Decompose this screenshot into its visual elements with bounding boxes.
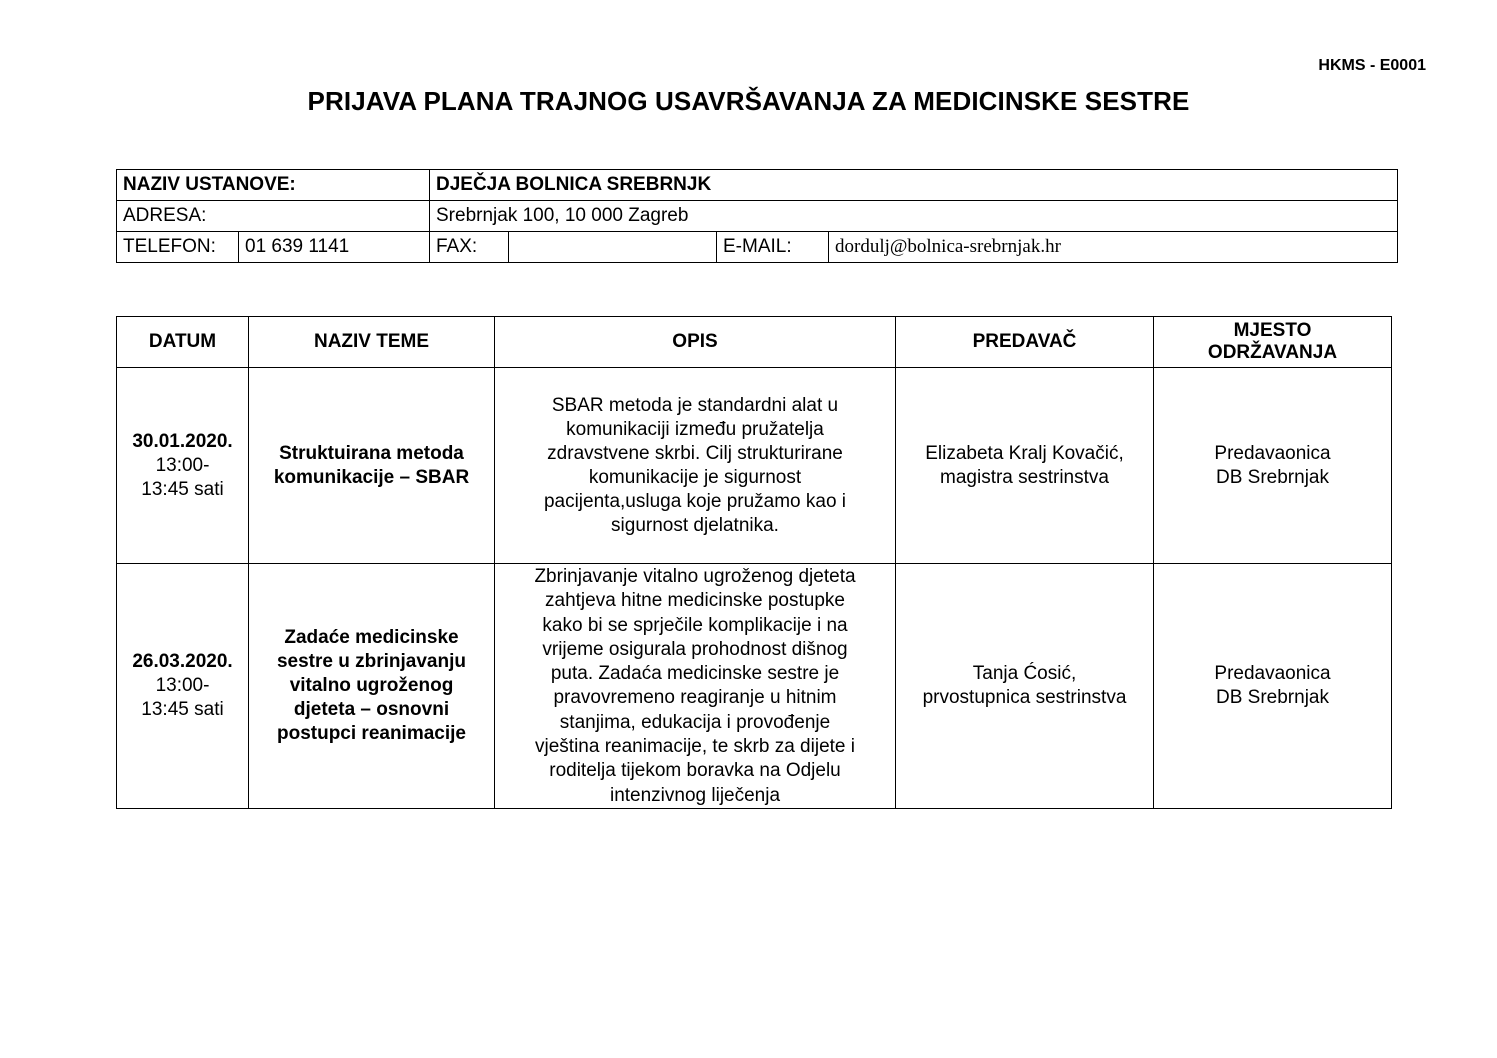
description-line: stanjima, edukacija i provođenje bbox=[559, 711, 831, 733]
fax-value bbox=[509, 232, 717, 263]
address-value: Srebrnjak 100, 10 000 Zagreb bbox=[430, 201, 1398, 232]
institution-info-table bbox=[116, 169, 1398, 263]
institution-name-row bbox=[117, 170, 1398, 201]
topic-line: sestre u zbrinjavanju bbox=[276, 650, 466, 672]
institution-address-row bbox=[117, 201, 1398, 232]
plan-header-row bbox=[117, 317, 1392, 368]
lecturer-name: Tanja Ćosić, bbox=[972, 662, 1077, 684]
fax-label: FAX: bbox=[430, 232, 509, 263]
institution-name-label: NAZIV USTANOVE: bbox=[117, 170, 430, 201]
lecturer-cell bbox=[896, 564, 1154, 809]
lecturer-title: prvostupnica sestrinstva bbox=[922, 686, 1127, 708]
description-line: intenzivnog liječenja bbox=[609, 784, 781, 806]
email-value: dordulj@bolnica-srebrnjak.hr bbox=[829, 232, 1398, 263]
address-label: ADRESA: bbox=[117, 201, 430, 232]
location-line1: Predavaonica bbox=[1214, 662, 1331, 684]
date-value: 30.01.2020. bbox=[132, 430, 233, 452]
institution-name-value: DJEČJA BOLNICA SREBRNJK bbox=[430, 170, 1398, 201]
description-line: Zbrinjavanje vitalno ugroženog djeteta bbox=[534, 566, 856, 587]
table-row bbox=[117, 368, 1392, 564]
phone-value: 01 639 1141 bbox=[239, 232, 430, 263]
description-line: puta. Zadaća medicinske sestre je bbox=[550, 663, 840, 685]
form-code: HKMS - E0001 bbox=[1318, 57, 1426, 74]
location-line2: DB Srebrnjak bbox=[1216, 686, 1329, 708]
header-date: DATUM bbox=[117, 317, 249, 368]
description-line: pacijenta,usluga koje pružamo kao i bbox=[543, 490, 847, 512]
table-row bbox=[117, 564, 1392, 809]
time-end: 13:45 sati bbox=[141, 478, 224, 500]
header-lecturer: PREDAVAČ bbox=[896, 317, 1154, 368]
document-title: PRIJAVA PLANA TRAJNOG USAVRŠAVANJA ZA MEDICINSKE SESTRE bbox=[307, 86, 1190, 116]
email-label: E-MAIL: bbox=[717, 232, 829, 263]
description-line: vrijeme osigurala prohodnost dišnog bbox=[542, 638, 848, 660]
time-start: 13:00- bbox=[155, 674, 210, 696]
location-line1: Predavaonica bbox=[1214, 442, 1331, 464]
date-cell bbox=[117, 564, 249, 809]
phone-label: TELEFON: bbox=[117, 232, 239, 263]
location-line2: DB Srebrnjak bbox=[1216, 466, 1329, 488]
time-start: 13:00- bbox=[155, 454, 210, 476]
description-line: kako bi se sprječile komplikacije i na bbox=[542, 614, 848, 636]
description-cell bbox=[495, 368, 896, 564]
topic-line: Zadaće medicinske bbox=[284, 626, 459, 648]
lecturer-cell bbox=[896, 368, 1154, 564]
description-cell bbox=[495, 564, 896, 809]
topic-line: vitalno ugroženog bbox=[289, 674, 454, 696]
description-line: zahtjeva hitne medicinske postupke bbox=[545, 590, 845, 612]
topic-line: postupci reanimacije bbox=[276, 722, 466, 744]
topic-line: komunikacije – SBAR bbox=[273, 466, 470, 488]
header-description: OPIS bbox=[495, 317, 896, 368]
description-line: komunikaciji između pružatelja bbox=[566, 418, 824, 440]
date-cell bbox=[117, 368, 249, 564]
description-line: komunikacije je sigurnost bbox=[588, 466, 802, 488]
description-line: roditelja tijekom boravka na Odjelu bbox=[549, 760, 841, 782]
training-plan-table bbox=[116, 316, 1392, 809]
header-location-line2: ODRŽAVANJA bbox=[1207, 342, 1338, 363]
institution-contact-row bbox=[117, 232, 1398, 263]
time-end: 13:45 sati bbox=[141, 698, 224, 720]
date-value: 26.03.2020. bbox=[132, 650, 233, 672]
header-topic: NAZIV TEME bbox=[249, 317, 495, 368]
topic-cell bbox=[249, 564, 495, 809]
lecturer-name: Elizabeta Kralj Kovačić, bbox=[925, 442, 1124, 464]
lecturer-title: magistra sestrinstva bbox=[940, 466, 1109, 488]
header-location bbox=[1154, 317, 1392, 368]
location-cell bbox=[1154, 564, 1392, 809]
description-line: vještina reanimacije, te skrb za dijete i bbox=[535, 736, 855, 758]
location-cell bbox=[1154, 368, 1392, 564]
header-location-line1: MJESTO bbox=[1233, 320, 1312, 341]
description-line: zdravstvene skrbi. Cilj strukturirane bbox=[547, 442, 843, 464]
topic-cell bbox=[249, 368, 495, 564]
topic-line: Struktuirana metoda bbox=[279, 442, 464, 464]
description-line: sigurnost djelatnika. bbox=[611, 514, 779, 536]
description-line: pravovremeno reagiranje u hitnim bbox=[553, 687, 837, 709]
description-line: SBAR metoda je standardni alat u bbox=[551, 394, 839, 416]
topic-line: djeteta – osnovni bbox=[293, 698, 450, 720]
